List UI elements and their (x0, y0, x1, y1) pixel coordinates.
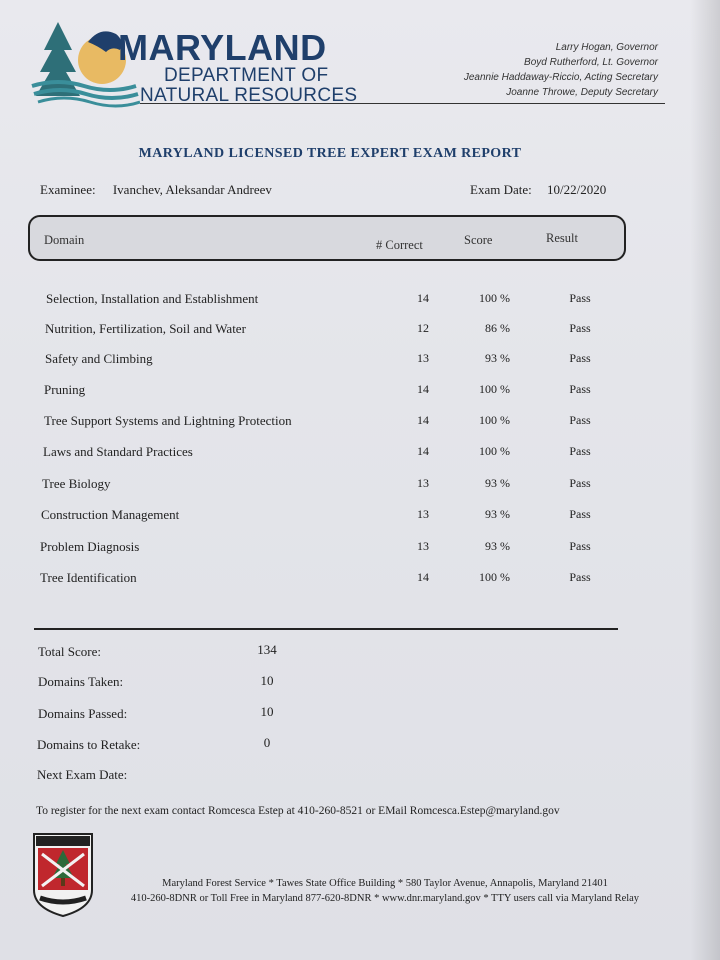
row-domain: Tree Biology (42, 476, 111, 491)
row-correct: 14 (417, 382, 429, 396)
row-domain: Selection, Installation and Establishment (46, 291, 259, 306)
row-result: Pass (569, 570, 591, 584)
row-domain: Construction Management (41, 507, 180, 522)
table-row (0, 566, 720, 594)
exam-date-label: Exam Date: (470, 182, 532, 197)
exam-date-line (470, 182, 606, 198)
row-correct: 14 (417, 444, 429, 458)
official-lt-governor: Boyd Rutherford, Lt. Governor (524, 57, 658, 68)
row-score: 100 % (479, 413, 510, 427)
report-title: MARYLAND LICENSED TREE EXPERT EXAM REPORT (138, 146, 522, 161)
dept-line-2: NATURAL RESOURCES (140, 85, 358, 106)
row-domain: Tree Identification (40, 570, 137, 585)
table-row (0, 440, 720, 468)
row-domain: Safety and Climbing (45, 351, 153, 366)
domains-passed-label: Domains Passed: (38, 706, 128, 721)
row-result: Pass (569, 382, 591, 396)
row-domain: Problem Diagnosis (40, 539, 140, 554)
row-score: 93 % (485, 539, 510, 553)
row-result: Pass (569, 507, 591, 521)
table-row (0, 287, 720, 315)
row-correct: 14 (417, 570, 429, 584)
row-score: 100 % (479, 570, 510, 584)
row-correct: 13 (417, 476, 429, 490)
header-score: Score (464, 233, 493, 247)
row-result: Pass (569, 291, 591, 305)
row-score: 100 % (479, 291, 510, 305)
summary-divider (34, 628, 618, 630)
header-result: Result (546, 231, 578, 245)
total-score-label: Total Score: (38, 644, 101, 659)
domains-retake-value: 0 (263, 735, 271, 750)
header-domain: Domain (44, 233, 85, 247)
row-correct: 14 (417, 413, 429, 427)
examinee-line (40, 182, 272, 198)
table-row (0, 317, 720, 345)
table-row (0, 378, 720, 406)
row-result: Pass (569, 476, 591, 490)
table-header (28, 215, 626, 261)
row-correct: 14 (417, 291, 429, 305)
domains-taken-label: Domains Taken: (38, 674, 124, 689)
row-score: 93 % (485, 351, 510, 365)
exam-date-value: 10/22/2020 (546, 182, 607, 197)
row-domain: Laws and Standard Practices (43, 444, 193, 459)
row-correct: 13 (417, 539, 429, 553)
letterhead-divider (140, 103, 665, 104)
footer-line-1: Maryland Forest Service * Tawes State Office Building * 580 Taylor Avenue, Annapolis, Maryland 21401 (162, 878, 608, 889)
table-row (0, 347, 720, 375)
row-result: Pass (569, 444, 591, 458)
footer-line-2: 410-260-8DNR or Toll Free in Maryland 877-620-8DNR * www.dnr.maryland.gov * TTY users call via Maryland Relay (130, 893, 640, 904)
domains-passed-value: 10 (260, 704, 274, 719)
row-correct: 13 (417, 351, 429, 365)
row-result: Pass (569, 351, 591, 365)
table-row (0, 409, 720, 437)
row-score: 93 % (485, 507, 510, 521)
total-score-value: 134 (257, 642, 277, 657)
examinee-label: Examinee: (40, 182, 96, 197)
row-correct: 13 (417, 507, 429, 521)
table-row (0, 503, 720, 531)
header-correct: # Correct (376, 238, 423, 252)
row-score: 93 % (485, 476, 510, 490)
examinee-name: Ivanchev, Aleksandar Andreev (112, 182, 272, 197)
officials-list (464, 40, 658, 100)
next-exam-date-label: Next Exam Date: (37, 767, 128, 782)
domains-taken-value: 10 (260, 673, 274, 688)
footer-address (130, 876, 640, 906)
table-row (0, 472, 720, 500)
official-deputy-secretary: Joanne Throwe, Deputy Secretary (506, 87, 658, 98)
row-score: 100 % (479, 382, 510, 396)
row-domain: Tree Support Systems and Lightning Protection (44, 413, 292, 428)
forest-service-badge-icon (30, 832, 96, 918)
row-correct: 12 (417, 321, 429, 335)
registration-note: To register for the next exam contact Romcesca Estep at 410-260-8521 or EMail Romcesca.Estep@maryland.gov (36, 805, 560, 817)
row-result: Pass (569, 413, 591, 427)
row-score: 86 % (485, 321, 510, 335)
org-name: MARYLAND (118, 27, 327, 68)
row-score: 100 % (479, 444, 510, 458)
row-result: Pass (569, 539, 591, 553)
official-acting-secretary: Jeannie Haddaway-Riccio, Acting Secretary (463, 72, 658, 83)
dept-line-1: DEPARTMENT OF (164, 65, 329, 86)
table-row (0, 535, 720, 563)
row-domain: Pruning (44, 382, 86, 397)
official-governor: Larry Hogan, Governor (555, 42, 658, 53)
row-result: Pass (569, 321, 591, 335)
row-domain: Nutrition, Fertilization, Soil and Water (45, 321, 246, 336)
organization-name (118, 27, 358, 106)
domains-retake-label: Domains to Retake: (37, 737, 141, 752)
